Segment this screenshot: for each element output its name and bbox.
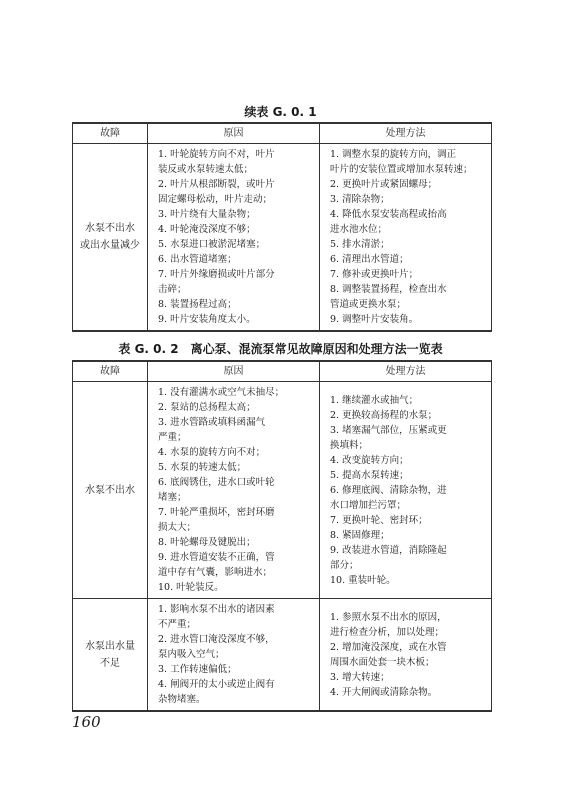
cell-line: 9. 改装进水管道，消除隆起	[330, 544, 447, 556]
cell-line: 9. 调整叶片安装角。	[330, 314, 419, 325]
cell-line: 6. 出水管道堵塞；	[158, 254, 237, 265]
cell-line: 水泵不出水	[85, 223, 135, 234]
cell-line: 7. 叶片外缘磨损或叶片部分	[158, 269, 275, 280]
remedy-cell	[320, 599, 492, 712]
cell-line: 装反或水泵转速太低；	[158, 164, 254, 175]
cell-line: 2. 更换较高扬程的水泵；	[330, 409, 438, 421]
cell-line: 7. 叶轮严重损坏，密封环磨	[158, 507, 275, 518]
table1-header-row	[73, 123, 492, 144]
cell-line: 4. 叶轮淹没深度不够；	[158, 224, 256, 235]
table2	[72, 360, 492, 712]
cell-line: 1. 调整水泵的旋转方向，调正	[330, 149, 457, 160]
cell-line: 5. 提高水泵转速；	[330, 469, 409, 481]
cell-line: 7. 更换叶轮、密封环；	[330, 514, 428, 526]
cell-line: 2. 进水管口淹没深度不够，	[158, 634, 275, 645]
cell-line: 换填料；	[330, 439, 369, 451]
remedy-cell	[320, 144, 492, 332]
cell-line: 叶片的安装位置或增加水泵转速；	[330, 164, 473, 175]
cell-line: 管道或更换水泵；	[330, 299, 407, 310]
header-fault: 故障	[73, 361, 148, 382]
cell-line: 进行检查分析，加以处理；	[330, 626, 445, 638]
cell-line: 3. 叶片绕有大量杂物；	[158, 209, 256, 220]
cell-line: 3. 增大转速；	[330, 671, 390, 683]
cell-line: 9. 进水管道安装不正确，管	[158, 552, 275, 563]
cause-cell	[148, 599, 320, 712]
cell-line: 击碎；	[158, 284, 187, 295]
cell-line: 1. 继续灌水或抽气；	[330, 394, 419, 406]
cell-line: 1. 影响水泵不出水的诸因素	[158, 604, 275, 615]
cell-line: 5. 水泵的转速太低；	[158, 462, 247, 473]
cell-line: 水泵出水量	[85, 640, 135, 652]
cell-line: 3. 工作转速偏低；	[158, 664, 237, 675]
cell-line: 进水池水位；	[330, 224, 388, 235]
cell-line: 2. 泵站的总扬程太高；	[158, 402, 256, 413]
fault-cell	[73, 382, 148, 599]
cell-line: 6. 修理底阀、清除杂物，进	[330, 484, 447, 496]
cell-line: 不足	[100, 657, 120, 669]
cell-line: 10. 叶轮装反。	[158, 582, 224, 593]
cell-line: 道中存有气囊，影响进水；	[158, 567, 273, 578]
cell-line: 1. 参照水泵不出水的原因，	[330, 611, 447, 623]
cell-line: 3. 进水管路或填料函漏气	[158, 417, 266, 428]
cell-line: 5. 水泵进口被淤泥堵塞；	[158, 239, 266, 250]
header-remedy: 处理方法	[320, 361, 492, 382]
cell-line: 8. 紧固修理；	[330, 529, 390, 541]
table-row	[73, 382, 492, 599]
cell-line: 4. 水泵的旋转方向不对；	[158, 447, 266, 458]
table-row	[73, 144, 492, 332]
cell-line: 2. 更换叶片或紧固螺母；	[330, 179, 438, 190]
cell-line: 3. 堵塞漏气部位，压紧或更	[330, 424, 447, 436]
table1	[72, 122, 492, 332]
cell-line: 水泵不出水	[85, 484, 135, 496]
cell-line: 水口增加拦污罩；	[330, 499, 407, 511]
cell-line: 7. 修补或更换叶片；	[330, 269, 419, 280]
cell-line: 8. 调整装置扬程，检查出水	[330, 284, 447, 295]
cell-line: 1. 叶轮旋转方向不对，叶片	[158, 149, 275, 160]
table-row	[73, 599, 492, 712]
cell-line: 部分；	[330, 559, 359, 571]
cell-line: 杂物堵塞。	[158, 694, 206, 705]
table2-header-row	[73, 361, 492, 382]
remedy-cell	[320, 382, 492, 599]
cell-line: 8. 叶轮螺母及键脱出；	[158, 537, 256, 548]
cell-line: 2. 增加淹没深度，或在水管	[330, 641, 447, 653]
fault-cell	[73, 599, 148, 712]
header-remedy: 处理方法	[320, 123, 492, 144]
cell-line: 4. 闸阀开的太小或逆止阀有	[158, 679, 275, 690]
cell-line: 堵塞；	[158, 492, 187, 503]
cell-line: 4. 改变旋转方向；	[330, 454, 409, 466]
cell-line: 6. 清理出水管道；	[330, 254, 409, 265]
header-fault: 故障	[73, 123, 148, 144]
cause-cell	[148, 382, 320, 599]
cell-line: 严重；	[158, 432, 187, 443]
cell-line: 5. 排水清淤；	[330, 239, 390, 250]
cell-line: 固定螺母松动，叶片走动；	[158, 194, 273, 205]
cell-line: 1. 没有灌满水或空气未抽尽；	[158, 387, 285, 398]
table1-caption: 续表 G. 0. 1	[244, 105, 317, 119]
cell-line: 6. 底阀锈住，进水口或叶轮	[158, 477, 275, 488]
cell-line: 3. 清除杂物；	[330, 194, 390, 205]
cell-line: 或出水量减少	[80, 240, 140, 251]
cell-line: 损太大；	[158, 522, 197, 533]
cell-line: 10. 重装叶轮。	[330, 574, 396, 586]
header-cause: 原因	[148, 361, 320, 382]
cell-line: 9. 叶片安装角度太小。	[158, 314, 256, 325]
table2-caption: 表 G. 0. 2 离心泵、混流泵常见故障原因和处理方法一览表	[118, 342, 443, 356]
header-cause: 原因	[148, 123, 320, 144]
cell-line: 4. 降低水泵安装高程或抬高	[330, 209, 447, 220]
cell-line: 不严重；	[158, 619, 197, 630]
page-number: 160	[72, 713, 101, 731]
cell-line: 泵内吸入空气；	[158, 649, 225, 660]
cause-cell	[148, 144, 320, 332]
cell-line: 2. 叶片从根部断裂，或叶片	[158, 179, 275, 190]
cell-line: 8. 装置扬程过高；	[158, 299, 237, 310]
fault-cell	[73, 144, 148, 332]
cell-line: 周围水面处套一块木板；	[330, 656, 435, 668]
cell-line: 4. 开大闸阀或清除杂物。	[330, 686, 438, 698]
